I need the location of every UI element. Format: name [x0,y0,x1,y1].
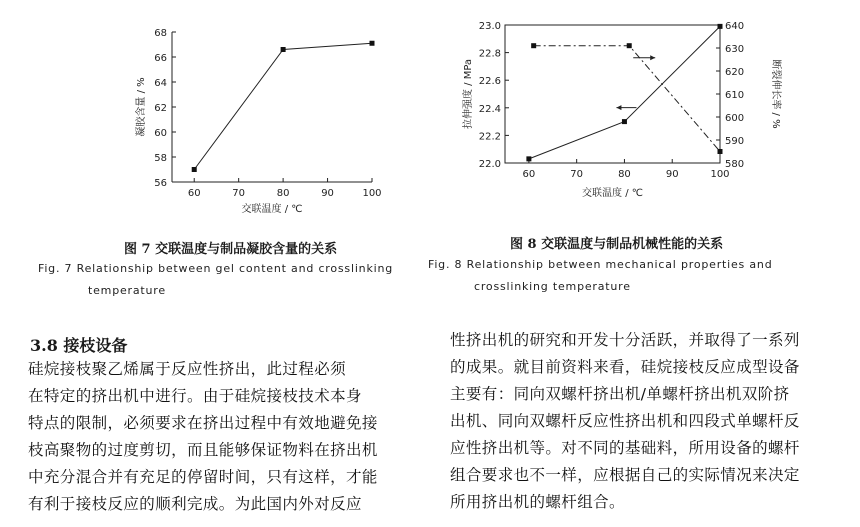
y-axis-label: 凝胶含量 / % [136,77,147,137]
y-tick-label: 68 [154,28,167,39]
y2-tick-label: 610 [725,90,745,101]
y-tick-label: 22.4 [478,103,501,115]
text-line: 主要有：同向双螺杆挤出机/单螺杆挤出机双阶挤 [450,385,790,403]
y-tick-label: 62 [154,103,167,114]
figure-8-chart [455,8,795,218]
text-line: 在特定的挤出机中进行。由于硅烷接枝技术本身 [28,387,362,405]
figure-7-caption-en-line: Fig. 7 Relationship between gel content and crosslinking [38,262,394,275]
data-point-marker [192,167,197,172]
figure-8-caption-en [428,254,848,298]
y2-tick-label: 620 [725,67,745,78]
x-tick-label: 70 [570,169,584,180]
text-line: 所用挤出机的螺杆组合。 [450,493,625,511]
x-tick-label: 60 [522,169,536,180]
x-tick-label: 90 [665,169,679,180]
text-line: 枝高聚物的过度剪切，而且能够保证物料在挤出机 [28,441,378,459]
y-tick-label: 56 [154,178,167,189]
figure-8-caption-en-line: Fig. 8 Relationship between mechanical properties and [428,258,773,271]
y-tick-label: 22.8 [478,48,501,60]
y-tick-label: 22.0 [478,159,501,170]
y-tick-label: 58 [154,153,167,164]
text-line: 有利于接枝反应的顺利完成。为此国内外对反应 [28,495,362,513]
text-line: 应性挤出机等。对不同的基础料，所用设备的螺杆 [450,439,800,457]
x-tick-label: 70 [232,188,246,199]
y-tick-label: 22.2 [478,131,501,143]
x-tick-label: 90 [321,188,334,199]
figure-8-caption-en-line: crosslinking temperature [474,280,631,293]
y2-tick-label: 640 [725,21,745,32]
axis-indicator-arrowhead [616,105,621,110]
data-point-marker [718,149,723,154]
x-tick-label: 60 [187,188,201,199]
data-point-marker [370,41,375,46]
text-line: 特点的限制，必须要求在挤出过程中有效地避免接 [28,414,378,432]
data-point-marker [531,43,536,48]
left-column-text [28,356,428,518]
data-point-marker [627,43,632,48]
x-axis-label: 交联温度 / ℃ [241,204,303,215]
text-line: 的成果。就目前资料来看，硅烷接枝反应成型设备 [450,358,800,376]
figure-7-caption-cn: 图 7 交联温度与制品凝胶含量的关系 [124,242,338,257]
y-tick-label: 66 [154,53,167,64]
axis-indicator-arrowhead [650,55,655,60]
y2-tick-label: 600 [725,113,745,124]
figure-7-chart [120,12,390,217]
x-axis-label: 交联温度 / ℃ [582,188,643,199]
x-tick-label: 80 [618,169,631,180]
x-tick-label: 100 [710,169,730,180]
x-tick-label: 80 [276,188,290,199]
data-point-marker [622,119,627,124]
y2-tick-label: 630 [725,44,745,55]
data-point-marker [281,47,286,52]
tensile-series-line [529,26,720,158]
right-column-text [450,327,850,516]
y2-axis-label: 断裂伸长率 / % [770,59,781,129]
y2-tick-label: 590 [725,136,745,147]
elongation-series-line [534,46,720,152]
text-line: 出机、同向双螺杆反应性挤出机和四段式单螺杆反 [450,412,800,430]
data-point-marker [718,24,723,29]
data-point-marker [526,156,531,161]
figure-8-caption-cn: 图 8 交联温度与制品机械性能的关系 [510,237,724,252]
figure-7-caption-en-line: temperature [88,284,166,297]
x-tick-label: 100 [362,188,382,199]
y-tick-label: 60 [154,128,167,139]
y-tick-label: 23.0 [478,21,501,32]
series-line [194,43,372,169]
y-tick-label: 64 [154,78,167,89]
text-line: 组合要求也不一样，应根据自己的实际情况来决定 [450,466,800,484]
y-tick-label: 22.6 [478,76,501,88]
y-axis-label: 拉伸强度 / MPa [463,58,474,130]
text-line: 中充分混合并有充足的停留时间，只有这样，才能 [28,468,378,486]
y2-tick-label: 580 [725,159,745,170]
text-line: 硅烷接枝聚乙烯属于反应性挤出，此过程必须 [28,360,347,378]
figure-7-caption-en [38,258,418,302]
text-line: 性挤出机的研究和开发十分活跃，并取得了一系列 [450,331,800,349]
section-heading: 3.8 接枝设备 [30,336,128,355]
